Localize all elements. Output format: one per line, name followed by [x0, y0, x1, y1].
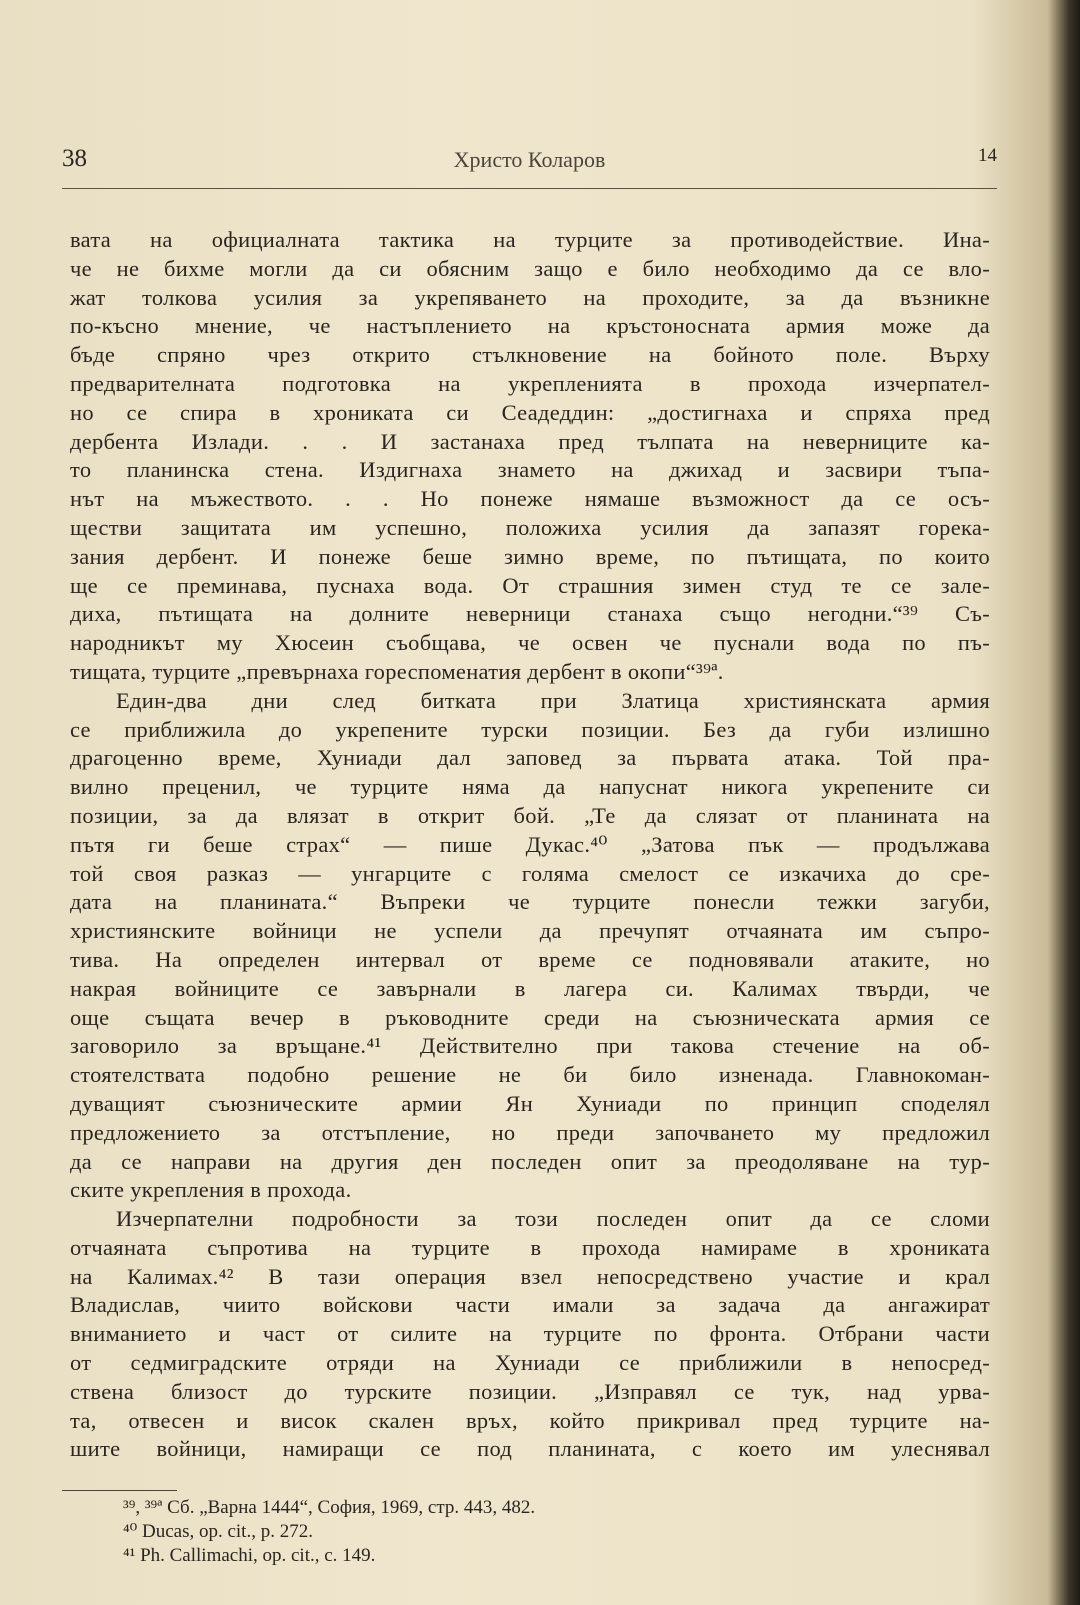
- text-line: още същата вечер в ръководните среди на съюзническата армия се: [70, 1004, 990, 1030]
- text-line: пътя ги беше страх“ — пише Дукас.⁴⁰ „Затова пък — продължава: [70, 831, 990, 857]
- text-line: ските укрепления в прохода.: [70, 1177, 352, 1203]
- text-line: дата на планината.“ Въпреки че турците понесли тежки загуби,: [70, 889, 990, 915]
- footnote-39: ³⁹, ³⁹ª Сб. „Варна 1444“, София, 1969, стр. 443, 482.: [123, 1497, 536, 1518]
- text-line: народникът му Хюсеин съобщава, че освен че пуснали вода по пъ-: [70, 630, 990, 656]
- text-line: та, отвесен и висок скален връх, който прикривал пред турците на-: [70, 1407, 990, 1433]
- text-line: драгоценно време, Хуниади дал заповед за първата атака. Той пра-: [70, 745, 990, 771]
- text-line: диха, пътищата на долните неверници станаха също негодни.“³⁹ Съ-: [70, 601, 990, 627]
- text-line: но се спира в хрониката си Сеадеддин: „достигнаха и спряха пред: [70, 399, 990, 425]
- text-line: отчаяната съпротива на турците в прохода намираме в хрониката: [70, 1234, 990, 1260]
- text-line: тива. На определен интервал от време се подновявали атаките, но: [70, 946, 990, 972]
- text-line: от седмиградските отряди на Хуниади се приближили в непосред-: [70, 1350, 990, 1376]
- text-line: Изчерпателни подробности за този последен опит да се сломи: [116, 1206, 990, 1232]
- text-line: шите войници, намиращи се под планината, с което им улеснявал: [70, 1436, 990, 1462]
- text-line: да се направи на другия ден последен опит за преодоляване на тур-: [70, 1148, 990, 1174]
- text-line: бъде спряно чрез открито стълкновение на бойното поле. Върху: [70, 342, 990, 368]
- text-line: стоятелствата подобно решение не би било изненада. Главнокоман-: [70, 1062, 990, 1088]
- text-line: вниманието и част от силите на турците по фронта. Отбрани части: [70, 1321, 990, 1347]
- text-line: предложението за отстъпление, но преди започването му предложил: [70, 1119, 990, 1145]
- text-line: той своя разказ — унгарците с голяма смелост се изкачиха до сре-: [70, 860, 990, 886]
- signature-mark: 14: [978, 145, 997, 166]
- text-line: вата на официалната тактика на турците за противодействие. Ина-: [70, 227, 990, 252]
- text-line: предварителната подготовка на укрепленията в прохода изчерпател-: [70, 370, 990, 396]
- footnote-40: ⁴⁰ Ducas, op. cit., p. 272.: [123, 1521, 313, 1542]
- text-line: тищата, турците „превърнаха гореспоменатия дербент в окопи“³⁹ª.: [70, 658, 724, 684]
- text-line: дуващият съюзническите армии Ян Хуниади по принцип споделял: [70, 1090, 990, 1116]
- body-text: [70, 226, 990, 1464]
- footnote-41: ⁴¹ Ph. Callimachi, op. cit., c. 149.: [123, 1545, 376, 1566]
- text-line: дербента Излади. . . И застанаха пред тълпата на неверниците ка-: [70, 428, 990, 454]
- header-rule: [62, 188, 997, 189]
- footnotes: [123, 1496, 535, 1568]
- running-header: [62, 145, 997, 179]
- text-line: ствена близост до турските позиции. „Изправял се тук, над урва-: [70, 1378, 990, 1404]
- text-line: ществи защитата им успешно, положиха усилия да запазят горека-: [70, 514, 990, 540]
- text-line: то планинска стена. Издигнаха знамето на джихад и засвири тъпа-: [70, 457, 990, 483]
- text-line: заговорило за връщане.⁴¹ Действително при такова стечение на об-: [70, 1033, 990, 1059]
- page-number: 38: [62, 145, 87, 172]
- text-line: християнските войници не успели да пречупят отчаяната им съпро-: [70, 918, 990, 944]
- text-line: по-късно мнение, че настъплението на кръстоносната армия може да: [70, 313, 990, 339]
- text-line: позиции, за да влязат в открит бой. „Те да слязат от планината на: [70, 802, 990, 828]
- text-line: на Калимах.⁴² В тази операция взел непосредствено участие и крал: [70, 1263, 990, 1289]
- text-line: Владислав, чиито войскови части имали за задача да ангажират: [70, 1292, 990, 1318]
- text-line: се приближила до укрепените турски позиции. Без да губи излишно: [70, 716, 990, 742]
- text-line: вилно преценил, че турците няма да напуснат никога укрепените си: [70, 774, 990, 800]
- text-line: накрая войниците се завърнали в лагера си. Калимах твърди, че: [70, 975, 990, 1001]
- text-line: че не бихме могли да си обясним защо е било необходимо да се вло-: [70, 255, 990, 281]
- text-line: зания дербент. И понеже беше зимно време, по пътищата, по които: [70, 543, 990, 569]
- running-head-author: Христо Коларов: [453, 147, 606, 172]
- footnote-rule: [62, 1490, 177, 1491]
- text-line: Един-два дни след битката при Златица християнската армия: [116, 687, 990, 713]
- text-line: нът на мъжеството. . . Но понеже нямаше възможност да се осъ-: [70, 486, 990, 512]
- text-line: жат толкова усилия за укрепяването на проходите, за да възникне: [70, 284, 990, 310]
- text-line: ще се преминава, пуснаха вода. От страшния зимен студ те се зале-: [70, 572, 990, 598]
